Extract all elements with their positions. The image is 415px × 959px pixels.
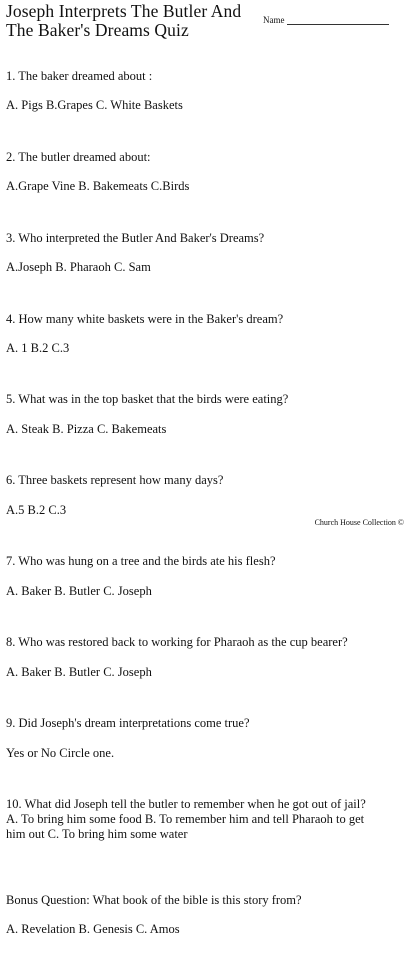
question-4 <box>6 297 406 370</box>
quiz-title: Joseph Interprets The Butler And The Baker's Dreams Quiz <box>6 1 242 40</box>
name-field <box>263 15 389 25</box>
question-text: 8. Who was restored back to working for Pharaoh as the cup bearer? <box>6 635 348 650</box>
question-choices: A. 1 B.2 C.3 <box>6 340 70 355</box>
question-text: 3. Who interpreted the Butler And Baker's Dreams? <box>6 230 265 245</box>
question-choices: A. Baker B. Butler C. Joseph <box>6 583 152 598</box>
question-text: 9. Did Joseph's dream interpretations come true? <box>6 716 250 731</box>
question-choices: A. Steak B. Pizza C. Bakemeats <box>6 421 167 436</box>
question-choices: A.5 B.2 C.3 <box>6 502 67 517</box>
question-choices: A.Joseph B. Pharaoh C. Sam <box>6 259 151 274</box>
question-5 <box>6 378 406 451</box>
question-choices: A. Revelation B. Genesis C. Amos <box>6 922 180 937</box>
question-list <box>6 54 406 959</box>
question-8 <box>6 621 406 694</box>
question-text: Bonus Question: What book of the bible is this story from? <box>6 892 302 907</box>
question-text: 2. The butler dreamed about: <box>6 149 151 164</box>
question-2 <box>6 135 406 208</box>
question-3 <box>6 216 406 289</box>
question-text: 6. Three baskets represent how many days? <box>6 473 224 488</box>
question-text: 4. How many white baskets were in the Baker's dream? <box>6 311 284 326</box>
bonus-question <box>6 878 406 951</box>
question-text: 5. What was in the top basket that the birds were eating? <box>6 392 289 407</box>
question-choices: A. Baker B. Butler C. Joseph <box>6 664 152 679</box>
question-choices: Yes or No Circle one. <box>6 745 115 760</box>
question-text: 10. What did Joseph tell the butler to remember when he got out of jail? A. To bring him some food B. To remember him and tell Pharaoh to get him out C. To bring him some water <box>6 797 366 841</box>
footer-credit: Church House Collection © <box>314 518 404 527</box>
question-9 <box>6 702 406 775</box>
question-1 <box>6 54 406 127</box>
question-text: 7. Who was hung on a tree and the birds ate his flesh? <box>6 554 276 569</box>
question-choices: A.Grape Vine B. Bakemeats C.Birds <box>6 178 190 193</box>
question-text: 1. The baker dreamed about : <box>6 68 153 83</box>
question-choices: A. Pigs B.Grapes C. White Baskets <box>6 97 183 112</box>
question-10 <box>6 783 406 871</box>
name-blank-line <box>287 16 389 25</box>
name-label: Name <box>263 15 285 25</box>
question-7 <box>6 540 406 613</box>
